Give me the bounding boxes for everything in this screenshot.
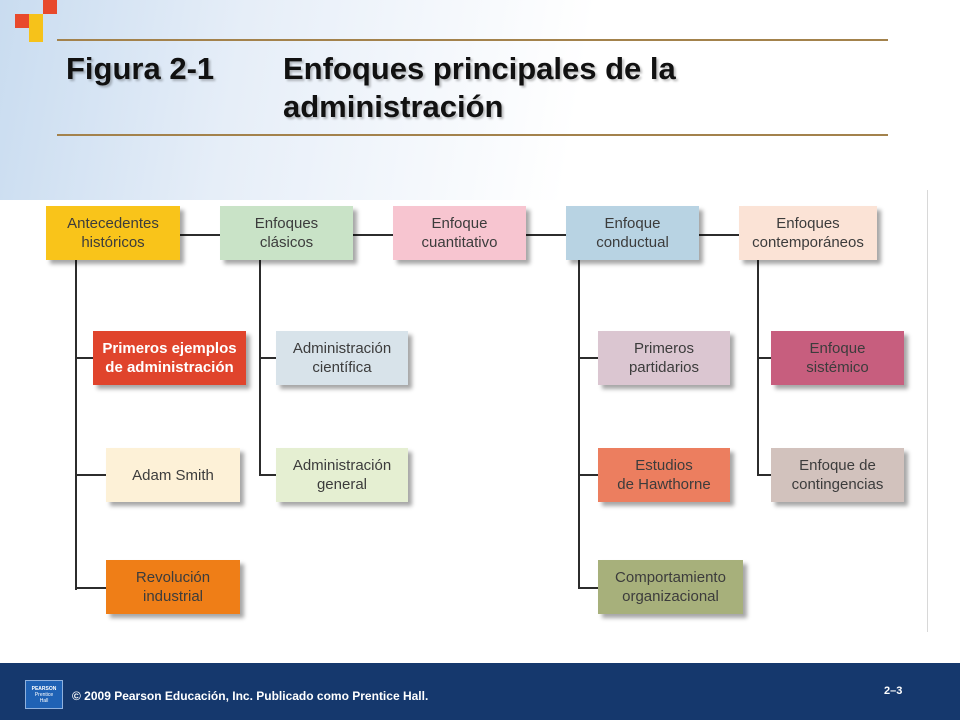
diagram-border — [927, 190, 928, 632]
approaches-diagram — [0, 190, 930, 635]
copyright-text: © 2009 Pearson Educación, Inc. Publicado como Prentice Hall. — [72, 689, 429, 703]
connector-line — [526, 234, 566, 236]
logo-square-1 — [15, 14, 29, 28]
pearson-logo — [25, 680, 63, 709]
connector-line — [75, 357, 93, 359]
connector-line — [259, 357, 276, 359]
page-number: 2–3 — [884, 685, 903, 697]
logo-square-3 — [43, 0, 57, 14]
connector-line — [180, 234, 220, 236]
node-contingencias: Enfoque de contingencias — [771, 448, 904, 502]
connector-line — [259, 260, 261, 476]
node-admin-cientifica: Administración científica — [276, 331, 408, 385]
connector-line — [757, 357, 771, 359]
node-adam-smith: Adam Smith — [106, 448, 240, 502]
pearson-logo-line1: Prentice — [34, 691, 54, 698]
connector-line — [578, 587, 598, 589]
title-rule-top — [57, 39, 888, 41]
node-clasicos: Enfoques clásicos — [220, 206, 353, 260]
figure-label: Figura 2-1 — [66, 51, 215, 86]
connector-line — [259, 474, 276, 476]
connector-line — [578, 357, 598, 359]
connector-line — [699, 234, 739, 236]
connector-line — [353, 234, 393, 236]
node-primeros-partidarios: Primeros partidarios — [598, 331, 730, 385]
connector-line — [75, 474, 106, 476]
node-primeros-ejemplos: Primeros ejemplos de administración — [93, 331, 246, 385]
node-hawthorne: Estudios de Hawthorne — [598, 448, 730, 502]
node-revolucion: Revolución industrial — [106, 560, 240, 614]
node-sistemico: Enfoque sistémico — [771, 331, 904, 385]
connector-line — [578, 474, 598, 476]
connector-line — [757, 260, 759, 476]
connector-line — [757, 474, 771, 476]
node-cuantitativo: Enfoque cuantitativo — [393, 206, 526, 260]
pearson-logo-top: PEARSON — [31, 685, 57, 692]
node-antecedentes: Antecedentes históricos — [46, 206, 180, 260]
connector-line — [75, 587, 106, 589]
node-admin-general: Administración general — [276, 448, 408, 502]
node-contemporaneos: Enfoques contemporáneos — [739, 206, 877, 260]
title-rule-bottom — [57, 134, 888, 136]
logo-square-2 — [29, 14, 43, 28]
logo-square-4 — [29, 28, 43, 42]
node-conductual: Enfoque conductual — [566, 206, 699, 260]
connector-line — [578, 260, 580, 588]
connector-line — [75, 260, 77, 590]
node-comportamiento: Comportamiento organizacional — [598, 560, 743, 614]
page-title: Enfoques principales de la administración — [283, 51, 676, 124]
pearson-logo-line2: Hall — [39, 697, 49, 704]
